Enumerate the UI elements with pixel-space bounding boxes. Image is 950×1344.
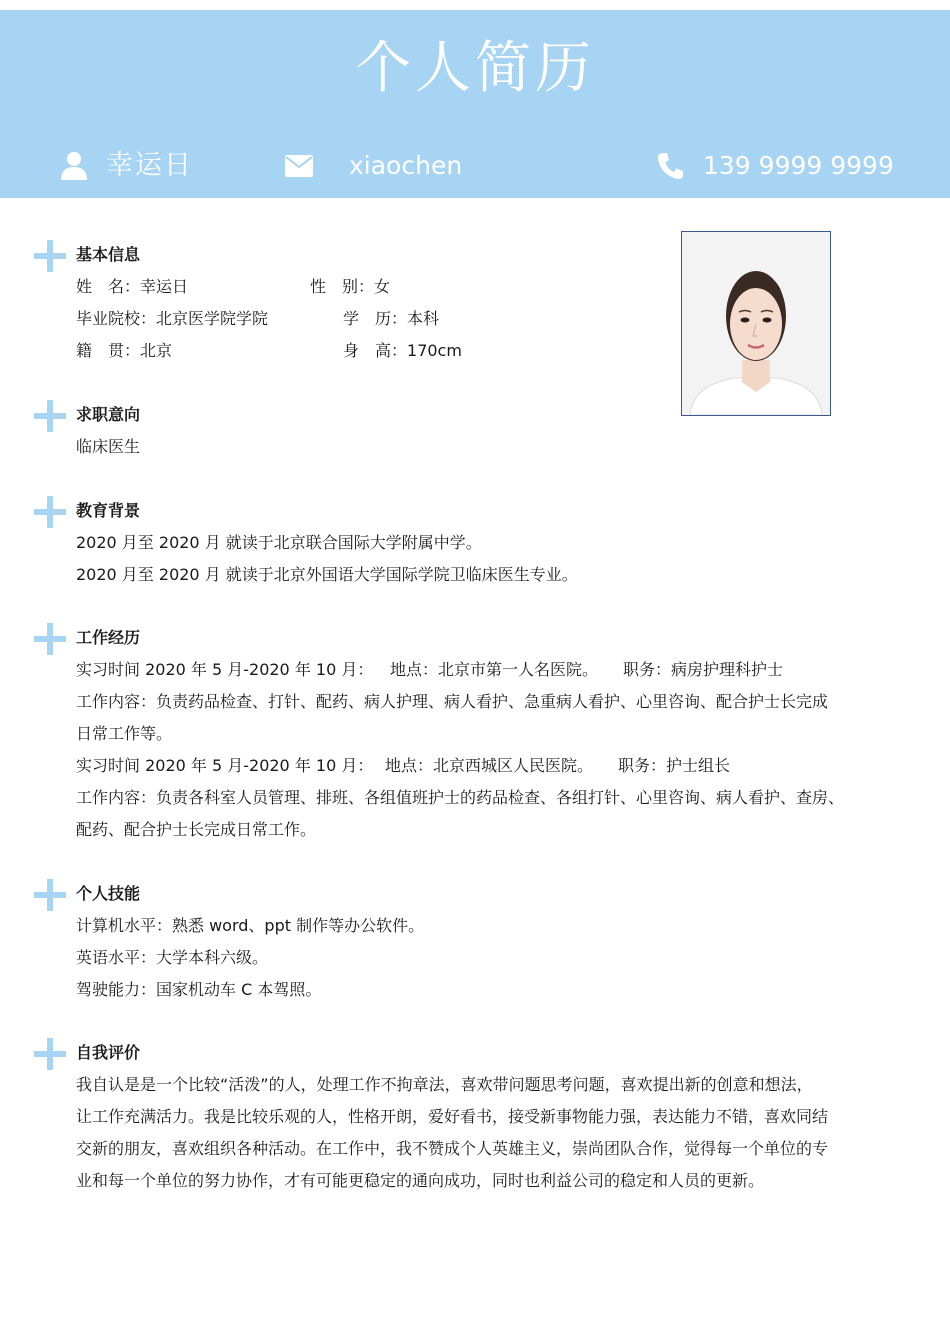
education-line: 2020 月至 2020 月 就读于北京外国语大学国际学院卫临床医生专业。 [76, 565, 578, 584]
school-value: 北京医学院学院 [156, 309, 269, 328]
plus-icon [34, 1038, 66, 1070]
hometown-label: 籍 贯： [76, 341, 141, 360]
hometown-value: 北京 [140, 341, 173, 360]
header-banner [0, 10, 950, 198]
contact-name-text: 幸运日 [106, 150, 193, 181]
skill-line: 英语水平：大学本科六级。 [76, 948, 269, 967]
section-skills [0, 879, 950, 909]
contact-phone-text: 139 9999 9999 [703, 151, 894, 180]
school-row [76, 307, 268, 331]
section-title: 教育背景 [76, 501, 141, 520]
self-eval-line: 我自认是是一个比较“活泼”的人，处理工作不拘章法，喜欢带问题思考问题，喜欢提出新的创意和想法， [76, 1075, 813, 1094]
name-label: 姓 名： [76, 277, 141, 296]
contact-email-text: xiaochen [349, 151, 463, 180]
section-work-head [0, 623, 950, 653]
height-row [343, 339, 462, 363]
plus-icon [34, 879, 66, 911]
section-title: 基本信息 [76, 245, 141, 264]
job-period: 实习时间 2020 年 5 月-2020 年 10 月： [76, 660, 374, 679]
section-education [0, 496, 950, 526]
contact-phone [657, 148, 894, 184]
degree-row [343, 307, 439, 331]
section-objective-head [0, 400, 950, 430]
section-skills-head [0, 879, 950, 909]
phone-icon [657, 152, 683, 180]
school-label: 毕业院校： [76, 309, 157, 328]
gender-label: 性 别： [310, 277, 375, 296]
job-role: 职务：护士组长 [618, 756, 731, 775]
job-content: 配药、配合护士长完成日常工作。 [76, 820, 317, 839]
gender-row [310, 275, 390, 299]
plus-icon [34, 240, 66, 272]
plus-icon [34, 623, 66, 655]
degree-label: 学 历： [343, 309, 408, 328]
education-line: 2020 月至 2020 月 就读于北京联合国际大学附属中学。 [76, 533, 482, 552]
job-content: 工作内容：负责药品检查、打针、配药、病人护理、病人看护、急重病人看护、心里咨询、配合护士长完成 [76, 692, 829, 711]
job-period: 实习时间 2020 年 5 月-2020 年 10 月： [76, 756, 374, 775]
section-objective [0, 400, 950, 430]
section-title: 求职意向 [76, 405, 141, 424]
hometown-row [76, 339, 172, 363]
height-label: 身 高： [343, 341, 408, 360]
self-eval-line: 业和每一个单位的努力协作，才有可能更稳定的通向成功，同时也利益公司的稳定和人员的更新。 [76, 1171, 765, 1190]
section-title: 自我评价 [76, 1043, 141, 1062]
name-row [76, 275, 188, 299]
contact-name [60, 148, 193, 184]
section-work [0, 623, 950, 653]
job-location: 地点：北京西城区人民医院。 [385, 756, 594, 775]
job-content: 日常工作等。 [76, 724, 173, 743]
section-title: 工作经历 [76, 628, 141, 647]
gender-value: 女 [374, 277, 391, 296]
self-eval-line: 交新的朋友，喜欢组织各种活动。在工作中，我不赞成个人英雄主义，崇尚团队合作，觉得每一个单位的专 [76, 1139, 829, 1158]
skill-line: 驾驶能力：国家机动车 C 本驾照。 [76, 980, 322, 999]
section-self-eval [0, 1038, 950, 1068]
user-icon [60, 151, 88, 181]
section-basic-info [0, 240, 950, 270]
section-basic-info-head [0, 240, 950, 270]
job-content: 工作内容：负责各科室人员管理、排班、各组值班护士的药品检查、各组打针、心里咨询、病人看护、查房、 [76, 788, 845, 807]
page-title: 个人简历 [355, 36, 595, 101]
envelope-icon [285, 155, 313, 177]
objective-value: 临床医生 [76, 437, 141, 456]
job-location: 地点：北京市第一人名医院。 [390, 660, 599, 679]
job-role: 职务：病房护理科护士 [623, 660, 784, 679]
section-title: 个人技能 [76, 884, 141, 903]
plus-icon [34, 400, 66, 432]
self-eval-line: 让工作充满活力。我是比较乐观的人，性格开朗，爱好看书，接受新事物能力强，表达能力不错，喜欢同结 [76, 1107, 829, 1126]
height-value: 170cm [407, 341, 462, 360]
section-self-eval-head [0, 1038, 950, 1068]
contact-email [285, 148, 462, 184]
skill-line: 计算机水平：熟悉 word、ppt 制作等办公软件。 [76, 916, 425, 935]
section-education-head [0, 496, 950, 526]
plus-icon [34, 496, 66, 528]
name-value: 幸运日 [140, 277, 189, 296]
degree-value: 本科 [407, 309, 440, 328]
